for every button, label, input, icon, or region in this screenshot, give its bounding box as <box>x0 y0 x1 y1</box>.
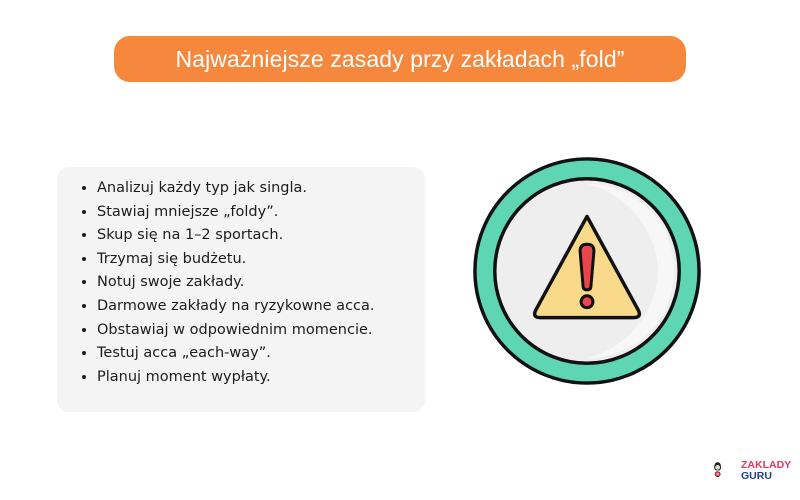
tips-list <box>57 167 425 389</box>
brand-name-line2: GURU <box>741 470 772 482</box>
tip-item: • Darmowe zakłady na ryzykowne acca. <box>97 295 425 319</box>
tip-item: • Stawiaj mniejsze „foldy”. <box>97 201 425 225</box>
tip-item: • Obstawiaj w odpowiednim momencie. <box>97 319 425 343</box>
tip-item: • Analizuj każdy typ jak singla. <box>97 177 425 201</box>
tip-item: • Notuj swoje zakłady. <box>97 271 425 295</box>
tips-card <box>57 167 425 412</box>
exclamation-bar-icon <box>580 244 594 290</box>
tip-item: • Trzymaj się budżetu. <box>97 248 425 272</box>
exclamation-dot-icon <box>581 296 593 308</box>
tip-item: • Testuj acca „each-way”. <box>97 342 425 366</box>
page-title <box>114 36 686 82</box>
brand-logo-icon <box>712 445 742 495</box>
warning-graphic <box>468 152 706 390</box>
page-title-text: Najważniejsze zasady przy zakładach „fold” <box>175 45 625 72</box>
brand-name-line1: ZAKLADY <box>741 459 792 471</box>
tip-item: • Planuj moment wypłaty. <box>97 366 425 390</box>
tip-item: • Skup się na 1–2 sportach. <box>97 224 425 248</box>
